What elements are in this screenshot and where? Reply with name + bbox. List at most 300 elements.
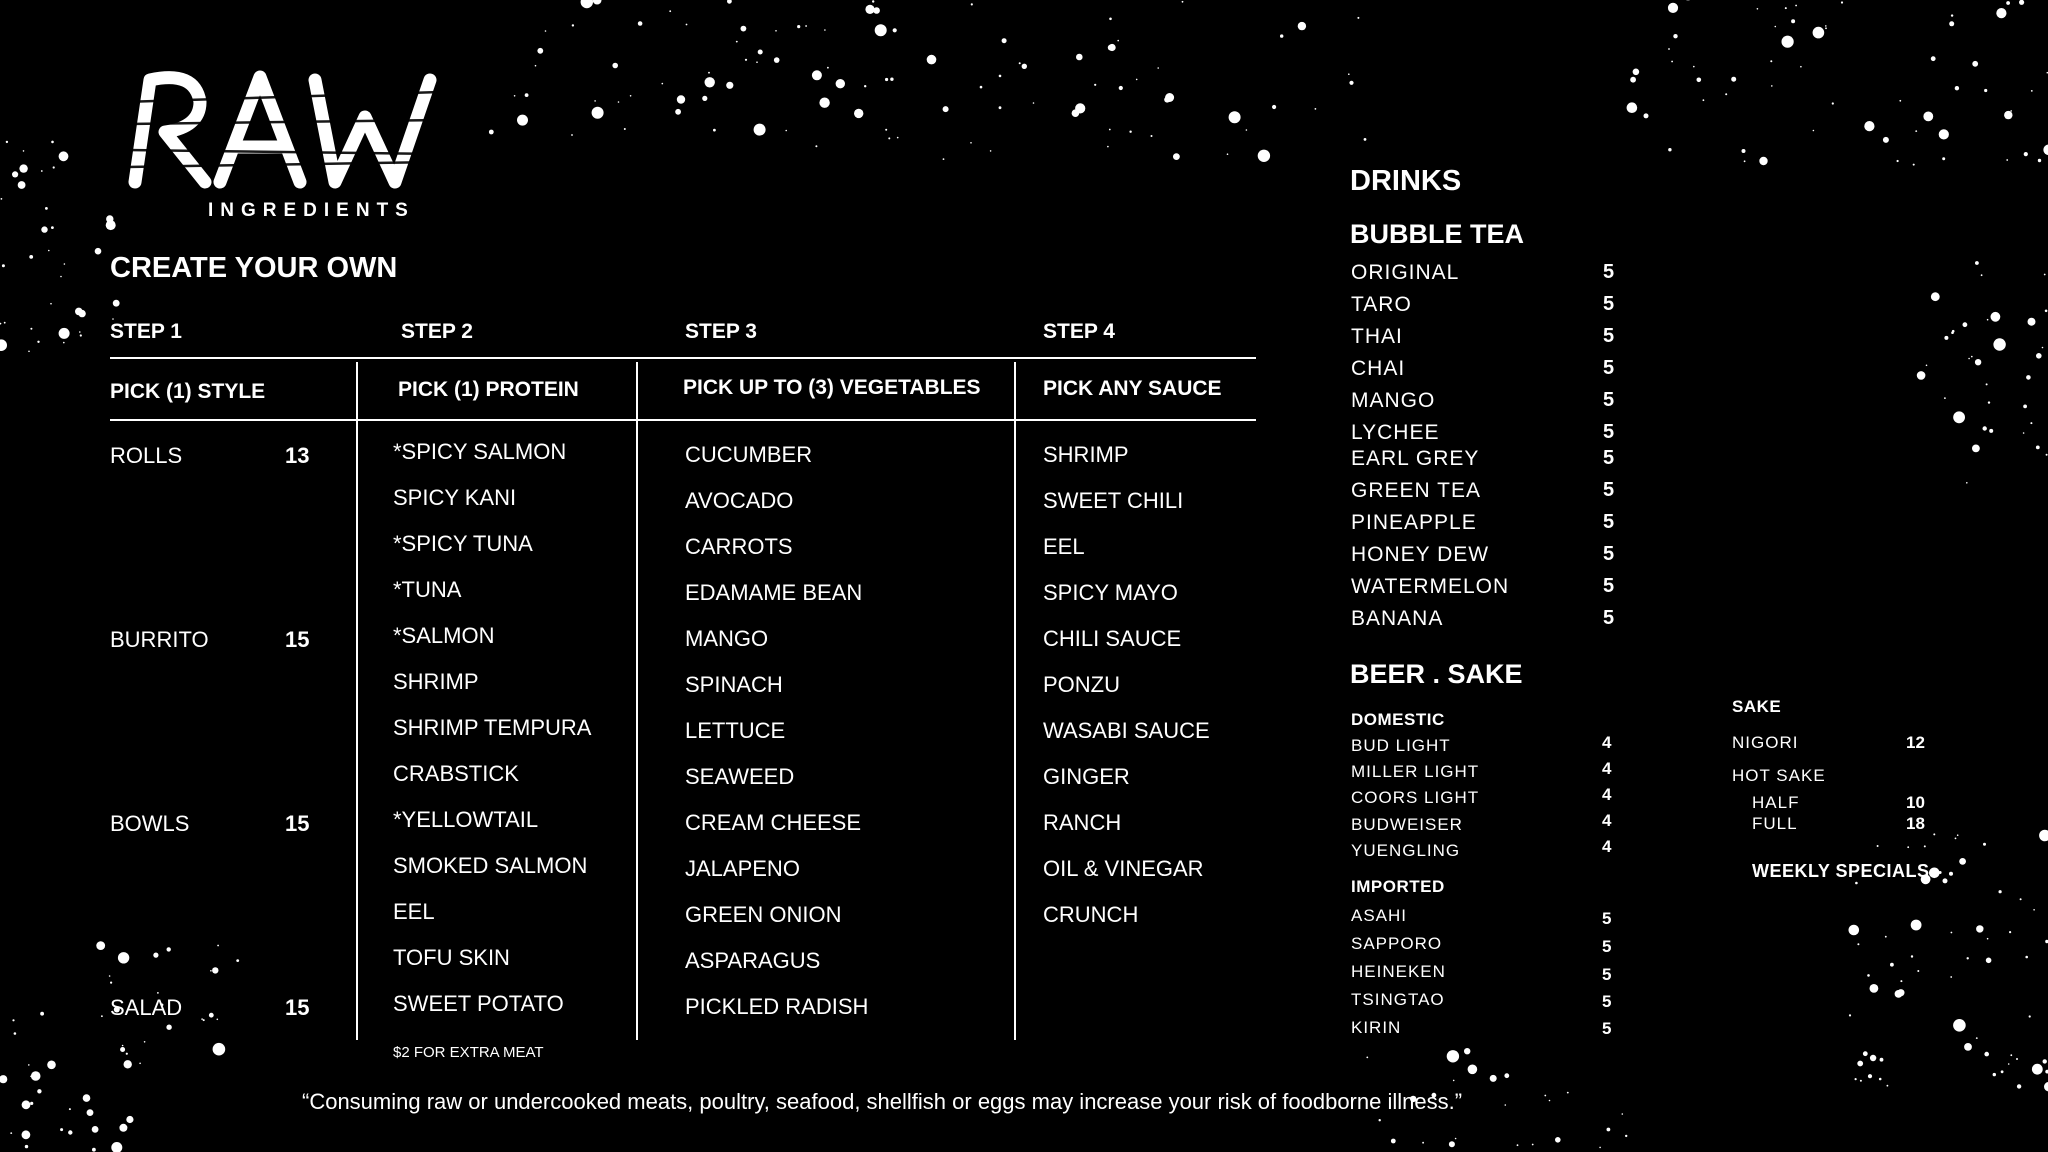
bubble-tea-item: LYCHEE [1351,421,1440,444]
splatter-dot [1422,1142,1424,1144]
splatter-dot [1988,401,1990,403]
splatter-dot [1841,1,1843,3]
drinks-title: DRINKS [1350,165,1462,197]
splatter-dot [1668,148,1671,151]
splatter-dot [2045,310,2048,313]
splatter-dot [1791,19,1795,23]
splatter-dot [535,65,537,67]
splatter-dot [624,128,626,130]
domestic-beer-price: 4 [1602,759,1612,778]
splatter-dot [1953,1019,1966,1032]
bubble-tea-price: 5 [1603,389,1615,411]
splatter-dot [758,50,763,55]
splatter-dot [1955,86,1959,90]
list-item: OIL & VINEGAR [1043,856,1204,881]
splatter-dot [28,1064,30,1066]
splatter-dot [203,1019,205,1021]
list-item: JALAPENO [685,856,800,881]
splatter-dot [1622,1113,1624,1115]
protein-column-header: PICK (1) PROTEIN [398,378,579,401]
splatter-dot [1944,397,1946,399]
splatter-dot [1109,18,1112,21]
splatter-dot [875,24,887,36]
list-item: SPICY KANI [393,485,517,510]
splatter-dot [41,170,43,172]
style-salad: SALAD [110,995,183,1020]
splatter-dot [126,1053,128,1055]
splatter-dot [2023,432,2025,434]
bubble-tea-price: 5 [1603,479,1615,501]
splatter-dot [1272,105,1276,109]
bubble-tea-item: THAI [1351,325,1403,348]
imported-beer-item: TSINGTAO [1351,990,1445,1009]
hot-sake-label: HOT SAKE [1732,766,1826,785]
splatter-dot [741,26,747,32]
splatter-dot [1949,21,1954,26]
splatter-dot [1076,54,1083,61]
vegetable-column-header: PICK UP TO (3) VEGETABLES [683,376,981,399]
list-item: SPICY MAYO [1043,580,1178,605]
splatter-dot [713,129,716,132]
bubble-tea-price: 5 [1603,325,1615,347]
splatter-dot [1785,7,1787,9]
splatter-dot [1868,1074,1872,1078]
splatter-dot [2,264,5,267]
step-1-label: STEP 1 [110,320,182,343]
splatter-dot [489,130,494,135]
splatter-dot [1490,1075,1497,1082]
splatter-dot [970,142,972,144]
list-item: RANCH [1043,810,1122,835]
splatter-dot [1627,102,1638,113]
splatter-dot [2006,159,2008,161]
splatter-dot [12,1019,14,1021]
splatter-dot [1742,149,1746,153]
list-item: SHRIMP [393,669,479,694]
splatter-dot [1449,1141,1455,1147]
splatter-dot [581,0,593,8]
splatter-dot [153,953,158,958]
splatter-dot [2043,144,2048,155]
splatter-dot [6,141,8,143]
splatter-dot [1182,1,1184,3]
splatter-dot [1867,974,1870,977]
splatter-dot [618,101,620,103]
style-burrito-price: 15 [285,627,310,652]
sauce-column-header: PICK ANY SAUCE [1043,377,1222,400]
splatter-dot [1849,1014,1851,1016]
splatter-dot [1864,121,1874,131]
splatter-dot [101,1015,103,1017]
list-item: SPINACH [685,672,783,697]
splatter-dot [890,78,893,81]
splatter-dot [1391,1139,1396,1144]
splatter-dot [1964,1043,1972,1051]
splatter-dot [1907,846,1909,848]
splatter-dot [59,151,69,161]
list-item: *TUNA [393,577,462,602]
splatter-dot [1967,957,1969,959]
splatter-dot [1532,1144,1534,1146]
list-item: MANGO [685,626,769,651]
splatter-dot [1963,322,1968,327]
splatter-dot [1984,89,1987,92]
hot-sake-full-price: 18 [1906,814,1925,833]
splatter-dot [885,129,887,131]
splatter-dot [836,79,845,88]
splatter-dot [1877,845,1879,847]
bubble-tea-item: EARL GREY [1351,447,1480,470]
splatter-dot [1357,17,1359,19]
splatter-dot [1825,27,1827,29]
list-item: *SALMON [393,623,495,648]
splatter-dot [1931,292,1940,301]
domestic-beer-price: 4 [1602,785,1612,804]
splatter-dot [109,975,111,977]
bubble-tea-price: 5 [1603,261,1615,283]
splatter-dot [805,25,807,27]
domestic-beer-price: 4 [1602,733,1612,752]
bubble-tea-price: 5 [1603,575,1615,597]
column-divider-2 [636,362,638,1040]
splatter-dot [64,263,66,265]
splatter-dot [1725,93,1727,95]
splatter-dot [827,67,829,69]
splatter-dot [1939,871,1942,874]
bubble-tea-item: PINEAPPLE [1351,511,1477,534]
splatter-dot [1913,164,1915,166]
splatter-dot [124,1060,132,1068]
splatter-dot [63,342,65,344]
splatter-dot [1883,137,1889,143]
list-item: *YELLOWTAIL [393,807,539,832]
splatter-dot [756,61,758,63]
splatter-dot [1976,925,1983,932]
domestic-beer-item: MILLER LIGHT [1351,762,1480,781]
splatter-dot [1744,160,1746,162]
splatter-dot [1991,312,2001,322]
splatter-dot [1315,108,1317,110]
imported-beer-price: 5 [1602,937,1612,956]
splatter-dot [893,28,897,32]
splatter-dot [1957,834,1959,836]
hot-sake-full-label: FULL [1752,814,1798,833]
splatter-dot [51,226,54,229]
splatter-dot [2004,111,2012,119]
splatter-dot [1926,365,1928,367]
splatter-dot [213,1043,226,1056]
splatter-dot [1972,61,1978,67]
splatter-dot [1986,383,1988,385]
splatter-dot [60,1128,63,1131]
splatter-dot [594,100,596,102]
splatter-dot [1298,22,1306,30]
splatter-dot [785,130,787,132]
domestic-beer-price: 4 [1602,811,1612,830]
splatter-dot [22,1100,31,1109]
splatter-dot [1972,445,1980,453]
list-item: CRUNCH [1043,902,1139,927]
splatter-dot [1117,40,1119,42]
splatter-dot [1731,77,1736,82]
logo-subtitle: INGREDIENTS [208,200,415,221]
splatter-dot [1555,1137,1561,1143]
splatter-dot [1107,146,1109,148]
splatter-dot [1136,79,1138,81]
splatter-dot [1464,1048,1470,1054]
style-salad-price: 15 [285,995,310,1020]
splatter-dot [1544,1095,1546,1097]
splatter-dot [1455,1138,1457,1140]
splatter-dot [92,1126,99,1133]
hot-sake-half-price: 10 [1906,793,1925,812]
splatter-dot [1703,99,1705,101]
imported-beer-item: ASAHI [1351,906,1408,925]
splatter-dot [1966,482,1968,484]
splatter-dot [1782,36,1794,48]
splatter-dot [110,982,112,984]
splatter-dot [2023,405,2027,409]
splatter-dot [1229,111,1241,123]
splatter-dot [872,0,874,2]
imported-beer-item: SAPPORO [1351,934,1443,953]
splatter-dot [29,255,33,259]
list-item: CHILI SAUCE [1043,626,1182,651]
header-top-divider [110,357,1256,359]
splatter-dot [2025,956,2028,959]
splatter-dot [1993,338,2005,350]
list-item: SWEET POTATO [393,991,564,1016]
splatter-dot [1855,1078,1857,1080]
splatter-dot [1825,25,1827,27]
splatter-dot [999,75,1002,78]
splatter-dot [669,10,671,12]
step-4-label: STEP 4 [1043,320,1115,343]
splatter-dot [30,1102,33,1105]
list-item: GINGER [1043,764,1130,789]
list-item: PICKLED RADISH [685,994,869,1019]
imported-title: IMPORTED [1351,877,1445,896]
splatter-dot [1983,843,1986,846]
splatter-dot [122,1045,124,1047]
beer-sake-title: BEER . SAKE [1350,659,1523,689]
step-3-label: STEP 3 [685,320,757,343]
list-item: CRABSTICK [393,761,519,786]
splatter-dot [2032,1064,2043,1075]
list-item: PONZU [1043,672,1120,697]
splatter-dot [68,1130,72,1134]
splatter-dot [1999,890,2002,893]
splatter-dot [2026,375,2031,380]
splatter-dot [1366,1057,1368,1059]
splatter-dot [1668,48,1670,50]
splatter-dot [815,145,817,147]
splatter-dot [1975,359,1981,365]
splatter-dot [87,1109,94,1116]
splatter-dot [1879,1078,1882,1081]
splatter-dot [19,164,27,172]
splatter-dot [47,1061,56,1070]
splatter-dot [217,1019,219,1021]
splatter-dot [819,98,829,108]
splatter-dot [201,1018,203,1020]
splatter-dot [1002,38,1007,43]
splatter-dot [1897,160,1899,162]
splatter-dot [517,115,528,126]
splatter-dot [37,341,39,343]
splatter-dot [4,322,6,324]
splatter-dot [1770,60,1772,62]
splatter-dot [1917,970,1919,972]
splatter-dot [1900,980,1902,982]
splatter-dot [2010,1054,2012,1056]
splatter-dot [1989,429,1993,433]
splatter-dot [0,339,7,351]
splatter-dot [157,992,159,994]
splatter-dot [1757,8,1759,10]
splatter-dot [51,141,54,144]
vegetable-list [685,432,868,1030]
splatter-dot [677,95,685,103]
splatter-dot [2036,353,2042,359]
splatter-dot [80,334,82,336]
splatter-dot [75,308,83,316]
list-item: CREAM CHEESE [685,810,862,835]
splatter-dot [1855,882,1858,885]
splatter-dot [1885,936,1887,938]
splatter-dot [572,24,574,26]
imported-beer-price: 5 [1602,1019,1612,1038]
splatter-dot [53,166,55,168]
splatter-dot [638,21,643,26]
splatter-dot [2046,454,2048,456]
splatter-dot [2001,1070,2004,1073]
splatter-dot [236,959,239,962]
splatter-dot [2020,898,2022,900]
imported-beer-price: 5 [1602,992,1612,1011]
splatter-dot [1549,1100,1551,1102]
splatter-dot [23,150,25,152]
splatter-dot [92,1148,96,1152]
splatter-dot [980,86,983,89]
splatter-dot [1625,1135,1627,1137]
splatter-dot [1952,330,1955,333]
splatter-dot [1959,858,1966,865]
splatter-dot [111,1142,122,1152]
splatter-dot [2033,909,2035,911]
splatter-dot [217,945,219,947]
splatter-dot [2009,931,2011,933]
splatter-dot [1870,984,1879,993]
splatter-dot [885,78,888,81]
imported-beer-price: 5 [1602,909,1612,928]
domestic-beer-item: BUDWEISER [1351,815,1463,834]
splatter-dot [1173,153,1180,160]
splatter-dot [45,207,48,210]
splatter-dot [1950,976,1952,978]
splatter-dot [971,3,973,5]
list-item: EDAMAME BEAN [685,580,863,605]
list-item: WASABI SAUCE [1043,718,1210,743]
splatter-dot [1915,130,1917,132]
splatter-dot [1468,1065,1478,1075]
splatter-dot [1447,1050,1459,1062]
style-bowls-price: 15 [285,811,310,836]
splatter-dot [1953,411,1965,423]
splatter-dot [1951,14,1953,16]
splatter-dot [1759,157,1767,165]
splatter-dot [28,351,30,353]
domestic-beer-item: YUENGLING [1351,841,1461,860]
bubble-tea-price: 5 [1603,511,1615,533]
list-item: SHRIMP TEMPURA [393,715,592,740]
nigori-label: NIGORI [1732,733,1799,752]
list-item: SEAWEED [685,764,795,789]
list-item: SWEET CHILI [1043,488,1184,513]
splatter-dot [545,30,547,32]
splatter-dot [1227,153,1229,155]
splatter-dot [1857,1061,1863,1067]
splatter-dot [2043,1059,2047,1063]
splatter-dot [1983,426,1987,430]
splatter-dot [1151,135,1153,137]
splatter-dot [37,1089,41,1093]
splatter-dot [1832,102,1834,104]
splatter-dot [1863,1051,1868,1056]
splatter-dot [1813,27,1825,39]
style-rolls: ROLLS [110,443,183,468]
splatter-dot [865,5,874,14]
bubble-tea-price: 5 [1603,293,1615,315]
splatter-dot [0,323,1,325]
bubble-tea-price: 5 [1603,421,1615,443]
list-item: GREEN ONION [685,902,842,927]
bubble-tea-price: 5 [1603,357,1615,379]
splatter-dot [40,1012,44,1016]
splatter-dot [1630,77,1636,83]
style-column-header: PICK (1) STYLE [110,380,266,403]
style-burrito: BURRITO [110,627,209,652]
splatter-dot [1944,336,1948,340]
list-item: AVOCADO [685,488,794,513]
splatter-dot [2042,347,2044,349]
splatter-dot [1022,64,1027,69]
splatter-dot [2044,1082,2048,1091]
splatter-dot [2036,446,2040,450]
splatter-dot [943,158,945,160]
splatter-dot [210,970,212,972]
column-divider-3 [1014,362,1016,1040]
splatter-dot [601,112,603,114]
list-item: CUCUMBER [685,442,813,467]
splatter-dot [22,1130,31,1139]
splatter-dot [705,77,715,87]
splatter-dot [1943,878,1948,883]
splatter-dot [1668,3,1678,13]
splatter-dot [167,947,171,951]
splatter-dot [537,48,543,54]
splatter-dot [41,226,47,232]
splatter-dot [1504,1073,1509,1078]
splatter-dot [1119,86,1123,90]
splatter-dot [1949,872,1953,876]
column-divider-1 [356,362,358,1040]
splatter-dot [59,328,70,339]
splatter-dot [686,24,688,26]
splatter-dot [1453,1080,1455,1082]
bubble-tea-item: GREEN TEA [1351,479,1481,502]
style-bowls: BOWLS [110,811,190,836]
